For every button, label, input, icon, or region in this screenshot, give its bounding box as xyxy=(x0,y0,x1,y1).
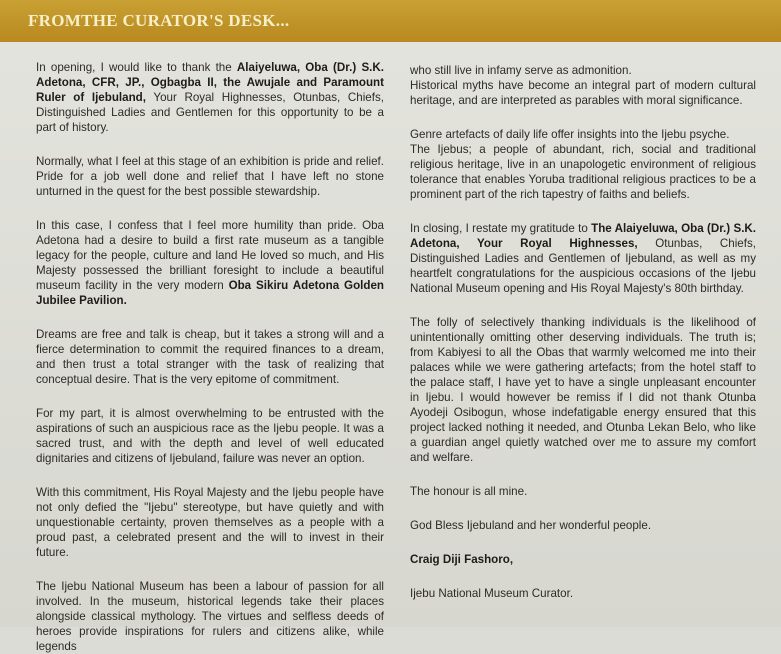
paragraph-humility xyxy=(36,218,384,308)
paragraph-commitment: With this commitment, His Royal Majesty and the Ijebu people have not only defied the "Ijebu" stereotype, but have quietly and with unquestionable certainty, proven themselves as a people with a proud past, a celebrated present and the will to invest in their future. xyxy=(36,486,384,559)
paragraph-thanks: The folly of selectively thanking individuals is the likelihood of unintentionally omitting other deserving individuals. The truth is; from Kabiyesi to all the Obas that warmly welcomed me into their palaces while we were gathering artefacts; from the hotel staff to the palace staff, I have yet to have a single unpleasant encounter in Ijebu. I would however be remiss if I did not thank Otunba Ayodeji Osibogun, whose indefatigable energy ensured that this project lacked nothing it needed, and Otunba Lekan Belo, who like a guardian angel quietly watched over me to assure my comfort and welfare. xyxy=(410,316,756,464)
paragraph-acknowledgement xyxy=(36,60,384,135)
page-title: FROMTHE CURATOR'S DESK... xyxy=(28,11,290,30)
curator-name: Craig Diji Fashoro, xyxy=(410,553,514,566)
paragraph-museum: The Ijebu National Museum has been a labour of passion for all involved. In the museum, historical legends take their places alongside classical mythology. The virtues and selfless deeds of heroes provide inspirations for rulers and citizens alike, while legends xyxy=(36,580,384,653)
paragraph-genre: Genre artefacts of daily life offer insights into the Ijebu psyche. xyxy=(410,128,730,141)
paragraph-myths: Historical myths have become an integral part of modern cultural heritage, and are interpreted as parables with moral significance. xyxy=(410,79,756,107)
paragraph-honour: The honour is all mine. xyxy=(410,485,528,498)
text-span: Your Royal Highnesses, Otunbas, Chiefs, Distinguished Ladies and Gentlemen for this opportunity to be a part of history. xyxy=(36,91,384,134)
paragraph-dreams: Dreams are free and talk is cheap, but it takes a strong will and a fierce determination to commit the required finances to a dream, and then trust a total stranger with the task of realizing that conceptual desire. That is the very epitome of commitment. xyxy=(36,328,384,386)
right-column xyxy=(410,63,756,601)
paragraph-blessing: God Bless Ijebuland and her wonderful people. xyxy=(410,519,652,532)
header-banner xyxy=(0,0,781,42)
paragraph-pride: Normally, what I feel at this stage of an exhibition is pride and relief. Pride for a job well done and relief that I have left no stone unturned in the quest for the best possible stewardship. xyxy=(36,155,384,198)
signature-name xyxy=(410,552,756,567)
paragraph-closing xyxy=(410,221,756,296)
paragraph-trust: For my part, it is almost overwhelming to be entrusted with the aspirations of such an auspicious race as the Ijebu people. It was a sacred trust, and with the depth and level of well educated dignitaries and citizens of Ijebuland, failure was never an option. xyxy=(36,407,384,465)
text-span: In opening, I would like to thank the xyxy=(36,61,237,74)
paragraph-ijebus: The Ijebus; a people of abundant, rich, social and traditional religious heritage, live in an unapologetic environment of religious tolerance that enables Yoruba traditional religious practices to be a prominent part of the rich tapestry of faiths and beliefs. xyxy=(410,143,756,201)
text-span: In closing, I restate my gratitude to xyxy=(410,222,592,235)
text-span: In this case, I confess that I feel more humility than pride. Oba Adetona had a desire to build a first rate museum as a tangible legacy for the people, culture and land He loved so much, and His Majesty possessed the brilliant foresight to include a beautiful museum facility in the very modern xyxy=(36,219,384,292)
left-column xyxy=(36,60,384,654)
paragraph-continuation: who still live in infamy serve as admonition. xyxy=(410,64,632,77)
text-span: Otunbas, Chiefs, Distinguished Ladies and Gentlemen of Ijebuland, as well as my heartfelt congratulations for the auspicious occasions of the Ijebu National Museum opening and His Royal Majesty's 80th birthday. xyxy=(410,237,756,295)
oba-title-closing: The Alaiyeluwa, Oba (Dr.) S.K. Adetona, Your Royal Highnesses, xyxy=(410,222,757,250)
signature-role: Ijebu National Museum Curator. xyxy=(410,587,574,600)
oba-title: Alaiyeluwa, Oba (Dr.) S.K. Adetona, CFR, JP., Ogbagba II, the Awujale and Paramount Ruler of Ijebuland, xyxy=(36,61,384,104)
pavilion-name: Oba Sikiru Adetona Golden Jubilee Pavilion. xyxy=(36,279,384,307)
